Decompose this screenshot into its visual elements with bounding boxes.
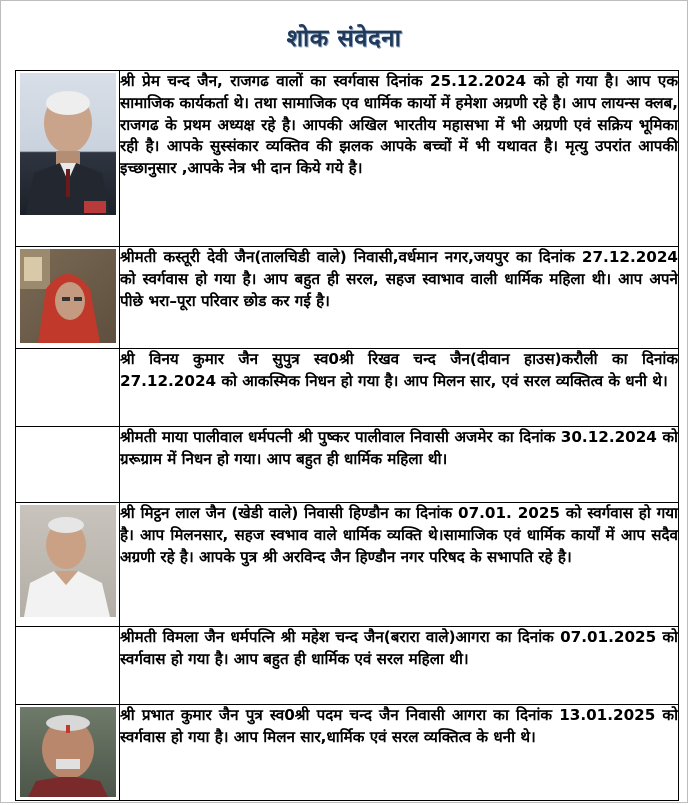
obituary-text: श्रीमती कस्तूरी देवी जैन(तालचिडी वाले) निवासी,वर्धमान नगर,जयपुर का दिनांक 27.12.2024 को स्वर्गवास हो गया है। आप बहुत ही सरल, सहज स्वाभाव वाली धार्मिक महिला थी। आप अपने पीछे भरा–पूरा परिवार छोड कर गई है।: [120, 247, 679, 349]
portrait-photo: [20, 707, 116, 797]
photo-cell: [16, 247, 120, 349]
portrait-photo: [20, 249, 116, 343]
obituary-row: [16, 503, 679, 627]
photo-cell: [16, 627, 120, 705]
obituary-text: श्री मिट्ठन लाल जैन (खेडी वाले) निवासी हिण्डौन का दिनांक 07.01. 2025 को स्वर्गवास हो गया है। आप मिलनसार, सहज स्वभाव वाले धार्मिक व्यक्ति थे।सामाजिक एवं धार्मिक कार्यों में आप सदैव अग्रणी रहे है। आपके पुत्र श्री अरविन्द जैन हिण्डौन नगर परिषद के सभापति रहे है।: [120, 503, 679, 627]
photo-cell: [16, 71, 120, 247]
obituary-row: [16, 427, 679, 503]
photo-cell: [16, 503, 120, 627]
obituary-table: [15, 70, 679, 801]
obituary-row: [16, 627, 679, 705]
obituary-row: [16, 349, 679, 427]
portrait-photo: [20, 73, 116, 215]
obituary-row: [16, 705, 679, 801]
obituary-row: [16, 71, 679, 247]
obituary-text: श्रीमती विमला जैन धर्मपत्नि श्री महेश चन्द जैन(बरारा वाले)आगरा का दिनांक 07.01.2025 को स्वर्गवास हो गया है। आप बहुत ही धार्मिक एवं सरल महिला थी।: [120, 627, 679, 705]
obituary-row: [16, 247, 679, 349]
obituary-text: श्री विनय कुमार जैन सुपुत्र स्व0श्री रिखव चन्द जैन(दीवान हाउस)करौली का दिनांक 27.12.2024 को आकस्मिक निधन हो गया है। आप मिलन सार, एवं सरल व्यक्तित्व के धनी थे।: [120, 349, 679, 427]
photo-cell: [16, 427, 120, 503]
photo-cell: [16, 705, 120, 801]
photo-cell: [16, 349, 120, 427]
page-title: शोक संवेदना: [286, 23, 402, 52]
obituary-text: श्री प्रेम चन्द जैन, राजगढ वालों का स्वर्गवास दिनांक 25.12.2024 को हो गया है। आप एक सामाजिक कार्यकर्ता थे। तथा सामाजिक एव धार्मिक कार्यो में हमेशा अग्रणी रहे है। आप लायन्स क्लब, राजगढ के प्रथम अध्यक्ष रहे है। आपकी अखिल भारतीय महासभा में भी अग्रणी एवं सक्रिय भूमिका रही है। आपके सुस्संकार व्यक्तिव की झलक आपके बच्चों में भी यथावत है। मृत्यु उपरांत आपकी इच्छानुसार ,आपके नेत्र भी दान किये गये है।: [120, 71, 679, 247]
obituary-text: श्री प्रभात कुमार जैन पुत्र स्व0श्री पदम चन्द जैन निवासी आगरा का दिनांक 13.01.2025 को स्वर्गवास हो गया है। आप मिलन सार,धार्मिक एवं सरल व्यक्तित्व के धनी थे।: [120, 705, 679, 801]
portrait-photo: [20, 505, 116, 617]
obituary-text: श्रीमती माया पालीवाल धर्मपत्नी श्री पुष्कर पालीवाल निवासी अजमेर का दिनांक 30.12.2024 को ग्ररूग्राम में निधन हो गया। आप बहुत ही धार्मिक महिला थी।: [120, 427, 679, 503]
